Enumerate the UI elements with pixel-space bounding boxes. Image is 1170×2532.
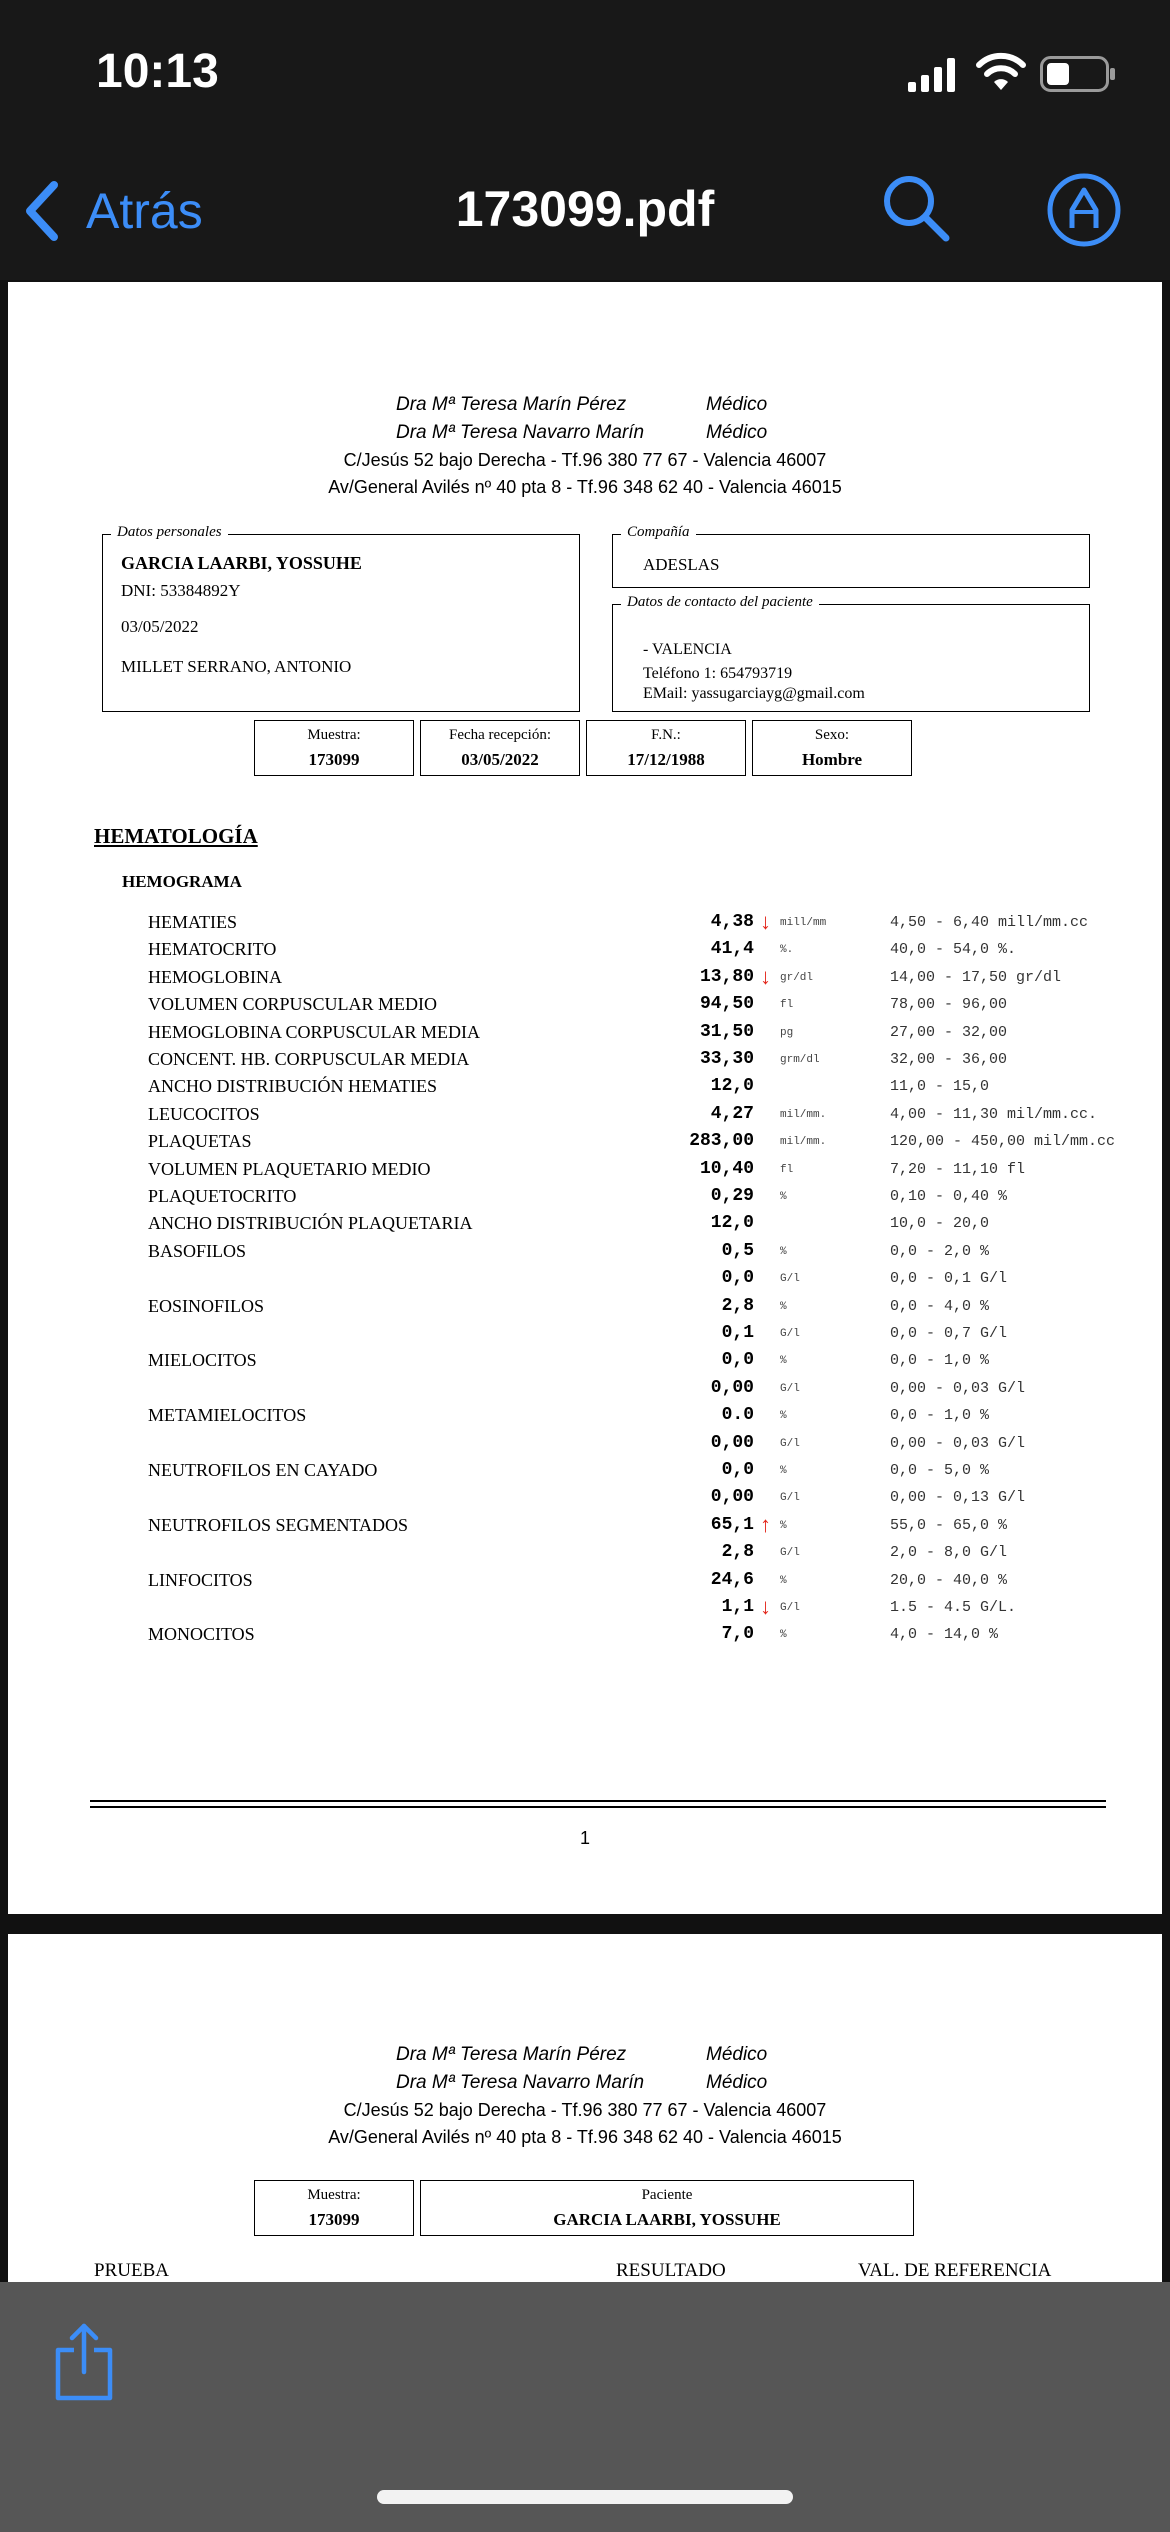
result-reference: 0,00 - 0,03 G/l bbox=[890, 1434, 1026, 1452]
result-name: PLAQUETAS bbox=[148, 1131, 252, 1152]
contact-phone: Teléfono 1: 654793719 bbox=[643, 665, 793, 682]
result-value: 24,6 bbox=[710, 1569, 754, 1590]
signal-icon bbox=[908, 58, 958, 92]
contact-city: - VALENCIA bbox=[643, 641, 732, 658]
result-reference: 0,0 - 5,0 % bbox=[890, 1462, 990, 1479]
p2-doctor1-name: Dra Mª Teresa Marín Pérez bbox=[396, 2044, 627, 2065]
result-unit: grm/dl bbox=[780, 1054, 820, 1066]
result-row bbox=[8, 1431, 1162, 1458]
patient-dni: DNI: 53384892Y bbox=[121, 581, 241, 600]
result-name: MIELOCITOS bbox=[148, 1350, 257, 1371]
contact-email: EMail: yassugarciayg@gmail.com bbox=[643, 685, 865, 702]
result-value: 283,00 bbox=[689, 1131, 754, 1152]
result-row bbox=[8, 1184, 1162, 1211]
company-name: ADESLAS bbox=[643, 555, 720, 574]
result-name: HEMOGLOBINA bbox=[148, 966, 282, 987]
footer-rule-bottom bbox=[90, 1806, 1106, 1808]
result-row bbox=[8, 965, 1162, 992]
result-reference: 1.5 - 4.5 G/L. bbox=[890, 1599, 1017, 1616]
result-value: 10,40 bbox=[699, 1158, 754, 1179]
result-reference: 32,00 - 36,00 bbox=[890, 1051, 1008, 1068]
result-row bbox=[8, 1595, 1162, 1622]
result-unit: G/l bbox=[780, 1273, 800, 1286]
share-icon[interactable] bbox=[52, 2322, 116, 2402]
result-name: EOSINOFILOS bbox=[148, 1295, 265, 1316]
result-unit: % bbox=[780, 1191, 787, 1203]
result-row bbox=[8, 910, 1162, 937]
result-unit: G/l bbox=[780, 1382, 800, 1395]
result-value: 41,4 bbox=[710, 939, 754, 960]
result-unit: % bbox=[780, 1465, 787, 1477]
result-reference: 40,0 - 54,0 %. bbox=[890, 941, 1017, 959]
sample-value: 173099 bbox=[308, 750, 360, 769]
patient-name: GARCIA LAARBI, YOSSUHE bbox=[121, 553, 362, 573]
p2-sample-box bbox=[254, 2180, 414, 2236]
result-value: 0.0 bbox=[721, 1405, 754, 1426]
sample-label: Muestra: bbox=[307, 727, 361, 743]
nav-bar bbox=[0, 140, 1170, 280]
result-unit: % bbox=[780, 1574, 787, 1587]
p2-col-referencia: VAL. DE REFERENCIA bbox=[858, 2260, 1052, 2281]
result-value: 2,8 bbox=[721, 1542, 754, 1563]
result-unit: mil/mm. bbox=[780, 1108, 827, 1121]
result-name: CONCENT. HB. CORPUSCULAR MEDIA bbox=[148, 1049, 470, 1069]
doctor1-role: Médico bbox=[706, 394, 768, 415]
p2-patient-box bbox=[420, 2180, 914, 2236]
result-name: HEMATOCRITO bbox=[148, 939, 277, 960]
result-row bbox=[8, 1485, 1162, 1512]
sex-box bbox=[752, 720, 912, 776]
result-row bbox=[8, 1020, 1162, 1047]
result-value: 0,0 bbox=[721, 1350, 754, 1371]
result-value: 0,1 bbox=[721, 1323, 754, 1343]
result-reference: 0,10 - 0,40 % bbox=[890, 1188, 1008, 1205]
birth-date-box bbox=[586, 720, 746, 776]
result-reference: 0,0 - 0,7 G/l bbox=[890, 1325, 1008, 1342]
result-reference: 4,50 - 6,40 mill/mm.cc bbox=[890, 914, 1089, 931]
result-value: 0,0 bbox=[721, 1460, 754, 1480]
back-label: Atrás bbox=[86, 183, 203, 239]
result-row bbox=[8, 1047, 1162, 1074]
p2-patient-value: GARCIA LAARBI, YOSSUHE bbox=[553, 2210, 781, 2229]
section-title: HEMATOLOGÍA bbox=[94, 824, 258, 848]
result-unit: pg bbox=[780, 1026, 794, 1039]
result-value: 65,1 bbox=[710, 1514, 754, 1535]
wifi-icon bbox=[976, 52, 1026, 92]
contact-label: Datos de contacto del paciente bbox=[621, 594, 819, 611]
result-flag: ↓ bbox=[760, 963, 771, 989]
result-value: 33,30 bbox=[699, 1049, 754, 1069]
sample-box bbox=[254, 720, 414, 776]
result-unit: gr/dl bbox=[780, 971, 814, 984]
battery-icon bbox=[1040, 56, 1116, 92]
result-reference: 0,0 - 0,1 G/l bbox=[890, 1270, 1008, 1288]
search-icon[interactable] bbox=[880, 172, 952, 244]
result-unit: % bbox=[780, 1355, 787, 1368]
result-reference: 20,0 - 40,0 % bbox=[890, 1571, 1008, 1589]
result-row bbox=[8, 1568, 1162, 1595]
result-row bbox=[8, 1239, 1162, 1266]
result-reference: 11,0 - 15,0 bbox=[890, 1078, 990, 1096]
result-value: 0,5 bbox=[721, 1240, 754, 1261]
result-value: 4,27 bbox=[710, 1103, 754, 1124]
page-number: 1 bbox=[579, 1828, 590, 1848]
result-row bbox=[8, 1266, 1162, 1293]
result-value: 0,00 bbox=[710, 1432, 754, 1453]
result-value: 13,80 bbox=[699, 966, 754, 987]
result-unit: G/l bbox=[780, 1328, 800, 1340]
result-reference: 4,00 - 11,30 mil/mm.cc. bbox=[890, 1105, 1098, 1123]
p2-doctor1-role: Médico bbox=[706, 2044, 768, 2065]
result-name: METAMIELOCITOS bbox=[148, 1405, 307, 1426]
patient-date: 03/05/2022 bbox=[121, 617, 199, 636]
result-reference: 55,0 - 65,0 % bbox=[890, 1516, 1008, 1534]
result-value: 12,0 bbox=[710, 1213, 754, 1234]
doctor2-role: Médico bbox=[706, 422, 768, 443]
result-reference: 2,0 - 8,0 G/l bbox=[890, 1544, 1008, 1562]
result-unit: % bbox=[780, 1245, 787, 1258]
result-row bbox=[8, 1622, 1162, 1649]
result-row bbox=[8, 1074, 1162, 1101]
p2-doctor2-name: Dra Mª Teresa Navarro Marín bbox=[396, 2072, 645, 2093]
p2-doctor2-role: Médico bbox=[706, 2072, 768, 2093]
company-box bbox=[612, 524, 1090, 588]
referring-doctor: MILLET SERRANO, ANTONIO bbox=[121, 657, 352, 676]
result-row bbox=[8, 937, 1162, 964]
result-value: 4,38 bbox=[710, 912, 754, 932]
result-value: 1,1 bbox=[721, 1597, 754, 1617]
result-row bbox=[8, 1348, 1162, 1375]
p2-sample-label: Muestra: bbox=[307, 2187, 361, 2203]
result-row bbox=[8, 1102, 1162, 1129]
result-row bbox=[8, 1376, 1162, 1403]
result-row bbox=[8, 1403, 1162, 1430]
pdf-page-1 bbox=[8, 282, 1162, 1914]
result-name: ANCHO DISTRIBUCIÓN PLAQUETARIA bbox=[148, 1213, 473, 1234]
result-name: HEMATIES bbox=[148, 912, 237, 932]
result-name: NEUTROFILOS EN CAYADO bbox=[148, 1460, 378, 1480]
result-unit: % bbox=[780, 1410, 787, 1423]
result-name: VOLUMEN CORPUSCULAR MEDIO bbox=[148, 994, 438, 1015]
result-flag: ↓ bbox=[760, 1594, 771, 1619]
result-reference: 78,00 - 96,00 bbox=[890, 996, 1008, 1014]
result-value: 0,00 bbox=[710, 1487, 754, 1508]
pdf-page-2 bbox=[8, 1934, 1162, 2284]
result-reference: 120,00 - 450,00 mil/mm.cc bbox=[890, 1133, 1116, 1151]
result-name: PLAQUETOCRITO bbox=[148, 1186, 297, 1206]
result-row bbox=[8, 1458, 1162, 1485]
result-value: 31,50 bbox=[699, 1021, 754, 1042]
result-reference: 10,0 - 20,0 bbox=[890, 1215, 990, 1233]
result-value: 0,0 bbox=[721, 1268, 754, 1289]
p2-col-resultado: RESULTADO bbox=[616, 2260, 726, 2281]
result-unit: fl bbox=[780, 999, 794, 1012]
result-row bbox=[8, 1513, 1162, 1540]
p2-col-prueba: PRUEBA bbox=[94, 2260, 169, 2281]
result-unit: % bbox=[780, 1300, 787, 1313]
result-flag: ↑ bbox=[760, 1511, 771, 1537]
result-row bbox=[8, 1211, 1162, 1238]
contact-box bbox=[612, 594, 1090, 712]
result-reference: 0,0 - 4,0 % bbox=[890, 1297, 990, 1315]
result-reference: 27,00 - 32,00 bbox=[890, 1023, 1008, 1041]
result-name: MONOCITOS bbox=[148, 1624, 255, 1645]
result-reference: 0,00 - 0,03 G/l bbox=[890, 1379, 1026, 1397]
result-unit: % bbox=[780, 1519, 787, 1532]
address-line-1: C/Jesús 52 bajo Derecha - Tf.96 380 77 67 - Valencia 46007 bbox=[343, 450, 827, 470]
result-unit: %. bbox=[780, 944, 794, 957]
result-row bbox=[8, 992, 1162, 1019]
result-value: 0,29 bbox=[710, 1186, 754, 1206]
personal-data-box bbox=[102, 524, 580, 712]
reception-date-label: Fecha recepción: bbox=[448, 727, 552, 743]
result-unit: G/l bbox=[780, 1492, 800, 1505]
document-title: 173099.pdf bbox=[455, 181, 715, 237]
result-name: LEUCOCITOS bbox=[148, 1103, 260, 1124]
result-value: 12,0 bbox=[710, 1076, 754, 1097]
result-value: 0,00 bbox=[710, 1377, 754, 1398]
result-name: ANCHO DISTRIBUCIÓN HEMATIES bbox=[148, 1076, 438, 1097]
result-row bbox=[8, 1540, 1162, 1567]
result-unit: G/l bbox=[780, 1437, 800, 1450]
result-reference: 0,0 - 1,0 % bbox=[890, 1352, 990, 1370]
doctor2-name: Dra Mª Teresa Navarro Marín bbox=[396, 422, 645, 443]
sex-value: Hombre bbox=[801, 750, 863, 769]
section-subtitle: HEMOGRAMA bbox=[122, 872, 242, 891]
home-indicator[interactable] bbox=[377, 2490, 793, 2504]
result-name: VOLUMEN PLAQUETARIO MEDIO bbox=[148, 1158, 431, 1179]
p2-sample-value: 173099 bbox=[308, 2210, 360, 2229]
result-reference: 4,0 - 14,0 % bbox=[890, 1626, 999, 1644]
footer-rule-top bbox=[90, 1800, 1106, 1802]
result-unit: G/l bbox=[780, 1602, 800, 1614]
result-unit: mill/mm bbox=[780, 917, 827, 929]
p2-address-line-1: C/Jesús 52 bajo Derecha - Tf.96 380 77 67 - Valencia 46007 bbox=[343, 2100, 827, 2120]
result-value: 94,50 bbox=[699, 994, 754, 1015]
company-label: Compañía bbox=[621, 524, 696, 541]
result-flag: ↓ bbox=[760, 909, 771, 934]
result-name: BASOFILOS bbox=[148, 1240, 247, 1261]
reception-date-value: 03/05/2022 bbox=[461, 750, 539, 769]
result-reference: 0,0 - 2,0 % bbox=[890, 1242, 990, 1260]
result-name: HEMOGLOBINA CORPUSCULAR MEDIA bbox=[148, 1021, 481, 1042]
result-unit: mil/mm. bbox=[780, 1136, 827, 1149]
result-value: 7,0 bbox=[721, 1624, 754, 1645]
result-row bbox=[8, 1129, 1162, 1156]
sex-label: Sexo: bbox=[814, 727, 850, 743]
result-reference: 0,0 - 1,0 % bbox=[890, 1407, 990, 1425]
result-row bbox=[8, 1294, 1162, 1321]
birth-date-label: F.N.: bbox=[651, 727, 681, 743]
result-value: 2,8 bbox=[721, 1295, 754, 1316]
result-reference: 14,00 - 17,50 gr/dl bbox=[890, 968, 1062, 986]
result-name: LINFOCITOS bbox=[148, 1569, 253, 1590]
result-reference: 7,20 - 11,10 fl bbox=[890, 1160, 1026, 1178]
p2-address-line-2: Av/General Avilés nº 40 pta 8 - Tf.96 348 62 40 - Valencia 46015 bbox=[328, 2127, 842, 2147]
status-bar bbox=[0, 0, 1170, 140]
p2-patient-label: Paciente bbox=[641, 2187, 693, 2203]
result-name: NEUTROFILOS SEGMENTADOS bbox=[148, 1514, 409, 1535]
result-unit: fl bbox=[780, 1163, 794, 1176]
reception-date-box bbox=[420, 720, 580, 776]
result-row bbox=[8, 1321, 1162, 1348]
address-line-2: Av/General Avilés nº 40 pta 8 - Tf.96 348 62 40 - Valencia 46015 bbox=[328, 477, 842, 497]
personal-data-label: Datos personales bbox=[111, 524, 228, 541]
doctor1-name: Dra Mª Teresa Marín Pérez bbox=[396, 394, 627, 415]
markup-icon[interactable] bbox=[1046, 172, 1122, 248]
result-row bbox=[8, 1157, 1162, 1184]
result-unit: % bbox=[780, 1629, 787, 1642]
result-unit: G/l bbox=[780, 1547, 800, 1560]
status-time: 10:13 bbox=[96, 45, 219, 98]
result-reference: 0,00 - 0,13 G/l bbox=[890, 1489, 1026, 1507]
birth-date-value: 17/12/1988 bbox=[627, 750, 705, 769]
